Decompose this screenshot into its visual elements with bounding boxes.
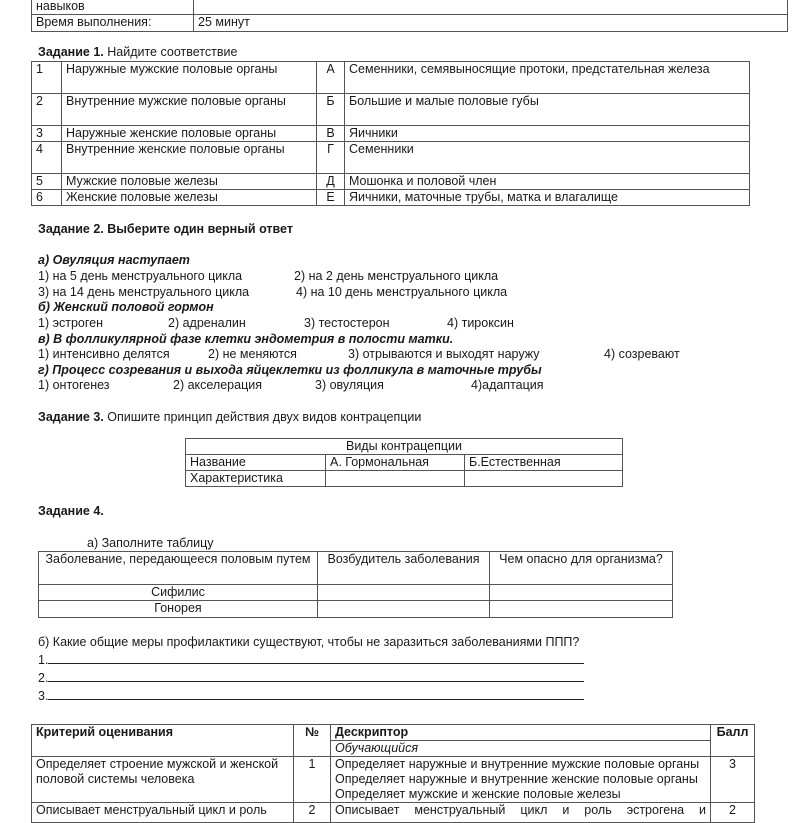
left-item: Внутренние мужские половые органы (62, 94, 317, 126)
criteria-header-descriptor: Дескриптор (331, 725, 711, 741)
task1-heading (38, 45, 237, 60)
task3-heading (38, 410, 421, 425)
criterion-score: 2 (711, 803, 755, 823)
question-b: б) Женский половой гормон (38, 300, 214, 314)
std-pathogen-cell[interactable] (318, 601, 490, 618)
std-disease: Сифилис (39, 585, 318, 601)
task4-heading: Задание 4. (38, 504, 104, 518)
row-letter: Б (317, 94, 345, 126)
answer-rule (48, 688, 584, 700)
table-row (186, 471, 623, 487)
left-item: Мужские половые железы (62, 174, 317, 190)
criterion-num: 2 (294, 803, 331, 823)
option-a4: 4) на 10 день менструального цикла (296, 285, 508, 299)
option-a3: 3) на 14 день менструального цикла (38, 285, 250, 299)
header-value-time: 25 минут (194, 15, 788, 32)
option-c2: 2) не меняются (208, 347, 297, 361)
cell-hormonal: А. Гормональная (326, 455, 465, 471)
right-item: Яичники, маточные трубы, матка и влагалище (345, 190, 750, 206)
criteria-header-score: Балл (711, 725, 755, 757)
criteria-header-criterion: Критерий оценивания (32, 725, 294, 757)
table-row (32, 126, 750, 142)
row-letter: Г (317, 142, 345, 174)
task1-matching-table (31, 61, 750, 206)
cell-characteristic-label: Характеристика (186, 471, 326, 487)
descriptor-line: Определяет наружные и внутренние женские половые органы (335, 772, 698, 786)
answer-rule (48, 670, 584, 682)
option-c3: 3) отрываются и выходят наружу (348, 347, 540, 361)
right-item: Мошонка и половой член (345, 174, 750, 190)
table-row (32, 142, 750, 174)
answer-number: 1. (38, 653, 49, 667)
task3-label: Задание 3. (38, 410, 104, 424)
task2-heading: Задание 2. Выберите один верный ответ (38, 222, 293, 236)
criterion-score: 3 (711, 757, 755, 803)
row-letter: В (317, 126, 345, 142)
option-c1: 1) интенсивно делятся (38, 347, 170, 361)
option-b3: 3) тестостерон (304, 316, 390, 330)
question-c: в) В фолликулярной фазе клетки эндометрия в полости матки. (38, 332, 454, 346)
criterion-text: Описывает менструальный цикл и роль (32, 803, 294, 823)
header-value-skills (194, 0, 788, 15)
task1-label: Задание 1. (38, 45, 104, 59)
row-num: 1 (32, 62, 62, 94)
right-item: Яичники (345, 126, 750, 142)
answer-number: 3. (38, 689, 49, 703)
row-num: 6 (32, 190, 62, 206)
std-disease: Гонорея (39, 601, 318, 618)
contraception-table (185, 438, 623, 487)
criterion-descriptors (331, 757, 711, 803)
task4-part-a: а) Заполните таблицу (87, 536, 214, 550)
criterion-descriptor: Описывает менструальный цикл и роль эстрогена и (331, 803, 711, 823)
option-c4: 4) созревают (604, 347, 680, 361)
cell-natural-characteristic[interactable] (465, 471, 623, 487)
table-row (186, 455, 623, 471)
right-item: Большие и малые половые губы (345, 94, 750, 126)
cell-natural: Б.Естественная (465, 455, 623, 471)
left-item: Наружные женские половые органы (62, 126, 317, 142)
task4-part-b: б) Какие общие меры профилактики существуют, чтобы не заразиться заболеваниями ППП? (38, 635, 580, 649)
std-danger-cell[interactable] (490, 585, 673, 601)
criterion-num: 1 (294, 757, 331, 803)
std-header-disease: Заболевание, передающееся половым путем (39, 552, 318, 585)
criterion-text: Определяет строение мужской и женской половой системы человека (32, 757, 294, 803)
answer-line-2[interactable] (38, 670, 584, 686)
contraception-header: Виды контрацепции (186, 439, 623, 455)
left-item: Внутренние женские половые органы (62, 142, 317, 174)
row-num: 5 (32, 174, 62, 190)
question-a: а) Овуляция наступает (38, 253, 190, 267)
right-item: Семенники (345, 142, 750, 174)
descriptor-line: Определяет наружные и внутренние мужские половые органы (335, 757, 700, 771)
table-row (32, 94, 750, 126)
option-b4: 4) тироксин (447, 316, 514, 330)
std-header-pathogen: Возбудитель заболевания (318, 552, 490, 585)
answer-line-3[interactable] (38, 688, 584, 704)
answer-line-1[interactable] (38, 652, 584, 668)
cell-name-label: Название (186, 455, 326, 471)
row-num: 3 (32, 126, 62, 142)
std-header-danger: Чем опасно для организма? (490, 552, 673, 585)
row-letter: Д (317, 174, 345, 190)
answer-rule (48, 652, 584, 664)
task3-text: Опишите принцип действия двух видов контрацепции (103, 410, 422, 424)
criteria-header-student: Обучающийся (331, 741, 711, 757)
left-item: Наружные мужские половые органы (62, 62, 317, 94)
option-a2: 2) на 2 день менструального цикла (294, 269, 499, 283)
table-row (32, 190, 750, 206)
option-d2: 2) акселерация (173, 378, 262, 392)
table-row (32, 757, 755, 803)
criteria-table (31, 724, 755, 823)
header-label-time: Время выполнения: (32, 15, 194, 32)
task1-text: Найдите соответствие (103, 45, 238, 59)
answer-number: 2. (38, 671, 49, 685)
question-d: г) Процесс созревания и выхода яйцеклетки из фолликула в маточные трубы (38, 363, 542, 377)
table-row (39, 601, 673, 618)
row-letter: А (317, 62, 345, 94)
option-d3: 3) овуляция (315, 378, 384, 392)
option-d4: 4)адаптация (471, 378, 544, 392)
option-d1: 1) онтогенез (38, 378, 110, 392)
option-a1: 1) на 5 день менструального цикла (38, 269, 243, 283)
header-table (31, 0, 788, 32)
table-row (39, 585, 673, 601)
table-row (32, 803, 755, 823)
std-danger-cell[interactable] (490, 601, 673, 618)
descriptor-line: Определяет мужские и женские половые железы (335, 787, 621, 801)
right-item: Семенники, семявыносящие протоки, предстательная железа (345, 62, 750, 94)
cell-hormonal-characteristic[interactable] (326, 471, 465, 487)
row-num: 4 (32, 142, 62, 174)
criteria-header-num: № (294, 725, 331, 757)
std-pathogen-cell[interactable] (318, 585, 490, 601)
left-item: Женские половые железы (62, 190, 317, 206)
row-num: 2 (32, 94, 62, 126)
option-b2: 2) адреналин (168, 316, 246, 330)
header-label-skills: навыков (32, 0, 194, 15)
option-b1: 1) эстроген (38, 316, 103, 330)
std-table (38, 551, 673, 618)
row-letter: Е (317, 190, 345, 206)
table-row (32, 62, 750, 94)
table-row (32, 174, 750, 190)
